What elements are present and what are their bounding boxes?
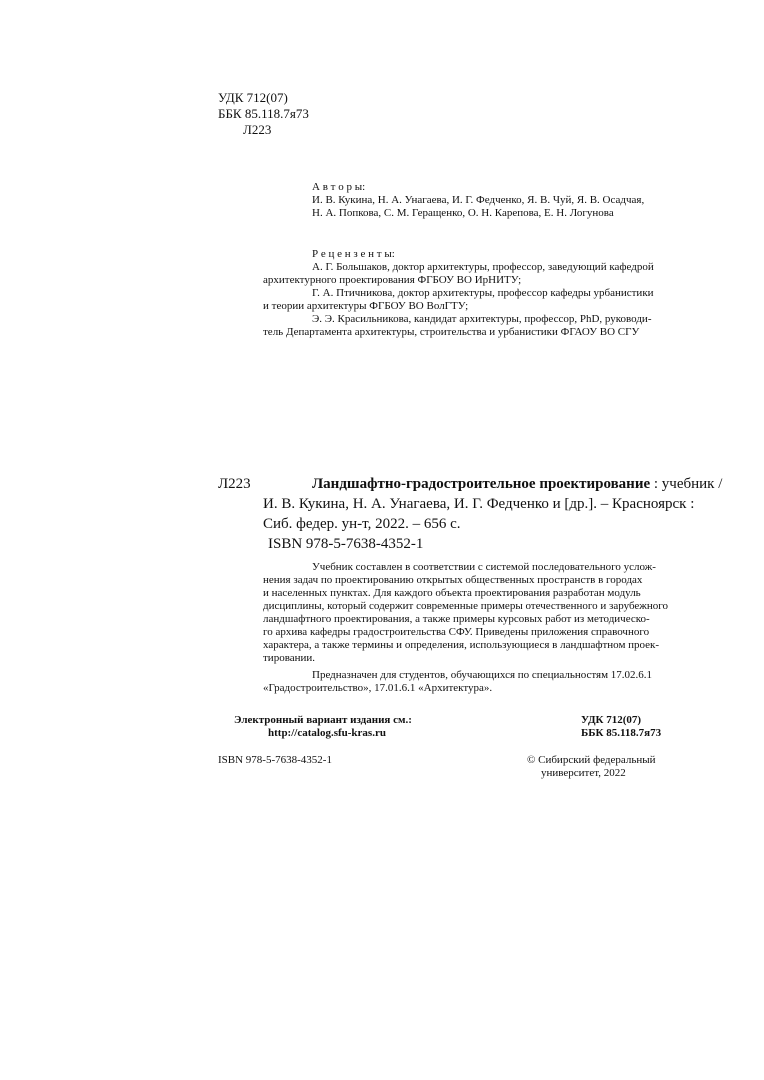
purpose-line: Предназначен для студентов, обучающихся по специальностям 17.02.6.1 [312, 669, 653, 681]
abstract-line: го архива кафедры градостроительства СФУ. Приведены приложения справочного [263, 626, 650, 638]
reviewer-line: Г. А. Птичникова, доктор архитектуры, профессор кафедры урбанистики [312, 287, 654, 299]
reviewers-heading: Р е ц е н з е н т ы: [312, 248, 395, 260]
abstract-line: дисциплины, который содержит современные примеры отечественного и зарубежного [263, 600, 669, 612]
electronic-version-label: Электронный вариант издания см.: [234, 714, 412, 726]
bibliographic-isbn: ISBN 978-5-7638-4352-1 [268, 536, 424, 552]
reviewer-line: А. Г. Большаков, доктор архитектуры, профессор, заведующий кафедрой [312, 261, 654, 273]
reviewer-line: Э. Э. Красильникова, кандидат архитектуры, профессор, PhD, руководи- [312, 313, 652, 325]
electronic-version-url[interactable]: http://catalog.sfu-kras.ru [268, 727, 386, 739]
abstract-line: нения задач по проектированию открытых общественных пространств в городах [263, 574, 643, 586]
udk-code-repeat: УДК 712(07) [581, 714, 642, 726]
copyright-line: © Сибирский федеральный [527, 754, 656, 766]
reviewer-line: архитектурного проектирования ФГБОУ ВО ИрНИТУ; [263, 274, 522, 286]
authors-line: И. В. Кукина, Н. А. Унагаева, И. Г. Федченко, Я. В. Чуй, Я. В. Осадчая, [312, 194, 645, 206]
bibliographic-title-line [312, 474, 722, 494]
authors-line: Н. А. Попкова, С. М. Геращенко, О. Н. Карепова, Е. Н. Логунова [312, 207, 614, 219]
abstract-line: ландшафтного проектирования, а также примеры курсовых работ из методическо- [263, 613, 650, 625]
bbk-code: ББК 85.118.7я73 [218, 106, 309, 121]
abstract-line: характера, а также термины и определения, использующиеся в ландшафтном проек- [263, 639, 660, 651]
authors-heading: А в т о р ы: [312, 181, 366, 193]
author-mark: Л223 [243, 122, 272, 137]
abstract-line: Учебник составлен в соответствии с системой последовательного услож- [312, 561, 656, 573]
udk-code: УДК 712(07) [218, 90, 288, 105]
reviewer-line: тель Департамента архитектуры, строительства и урбанистики ФГАОУ ВО СГУ [263, 326, 640, 338]
bibliographic-line: И. В. Кукина, Н. А. Унагаева, И. Г. Федченко и [др.]. – Красноярск : [263, 496, 695, 512]
purpose-line: «Градостроительство», 17.01.6.1 «Архитектура». [263, 682, 493, 694]
copyright-line: университет, 2022 [541, 767, 626, 779]
bibliographic-mark: Л223 [218, 476, 251, 492]
reviewer-line: и теории архитектуры ФГБОУ ВО ВолГТУ; [263, 300, 469, 312]
book-title: Ландшафтно-градостроительное проектирование [312, 476, 651, 492]
book-type: : учебник / [650, 476, 723, 492]
bibliographic-line: Сиб. федер. ун-т, 2022. – 656 с. [263, 516, 461, 532]
abstract-line: тировании. [263, 652, 316, 664]
footer-isbn: ISBN 978-5-7638-4352-1 [218, 754, 332, 766]
bbk-code-repeat: ББК 85.118.7я73 [581, 727, 662, 739]
abstract-line: и населенных пунктах. Для каждого объекта проектирования разработан модуль [263, 587, 641, 599]
